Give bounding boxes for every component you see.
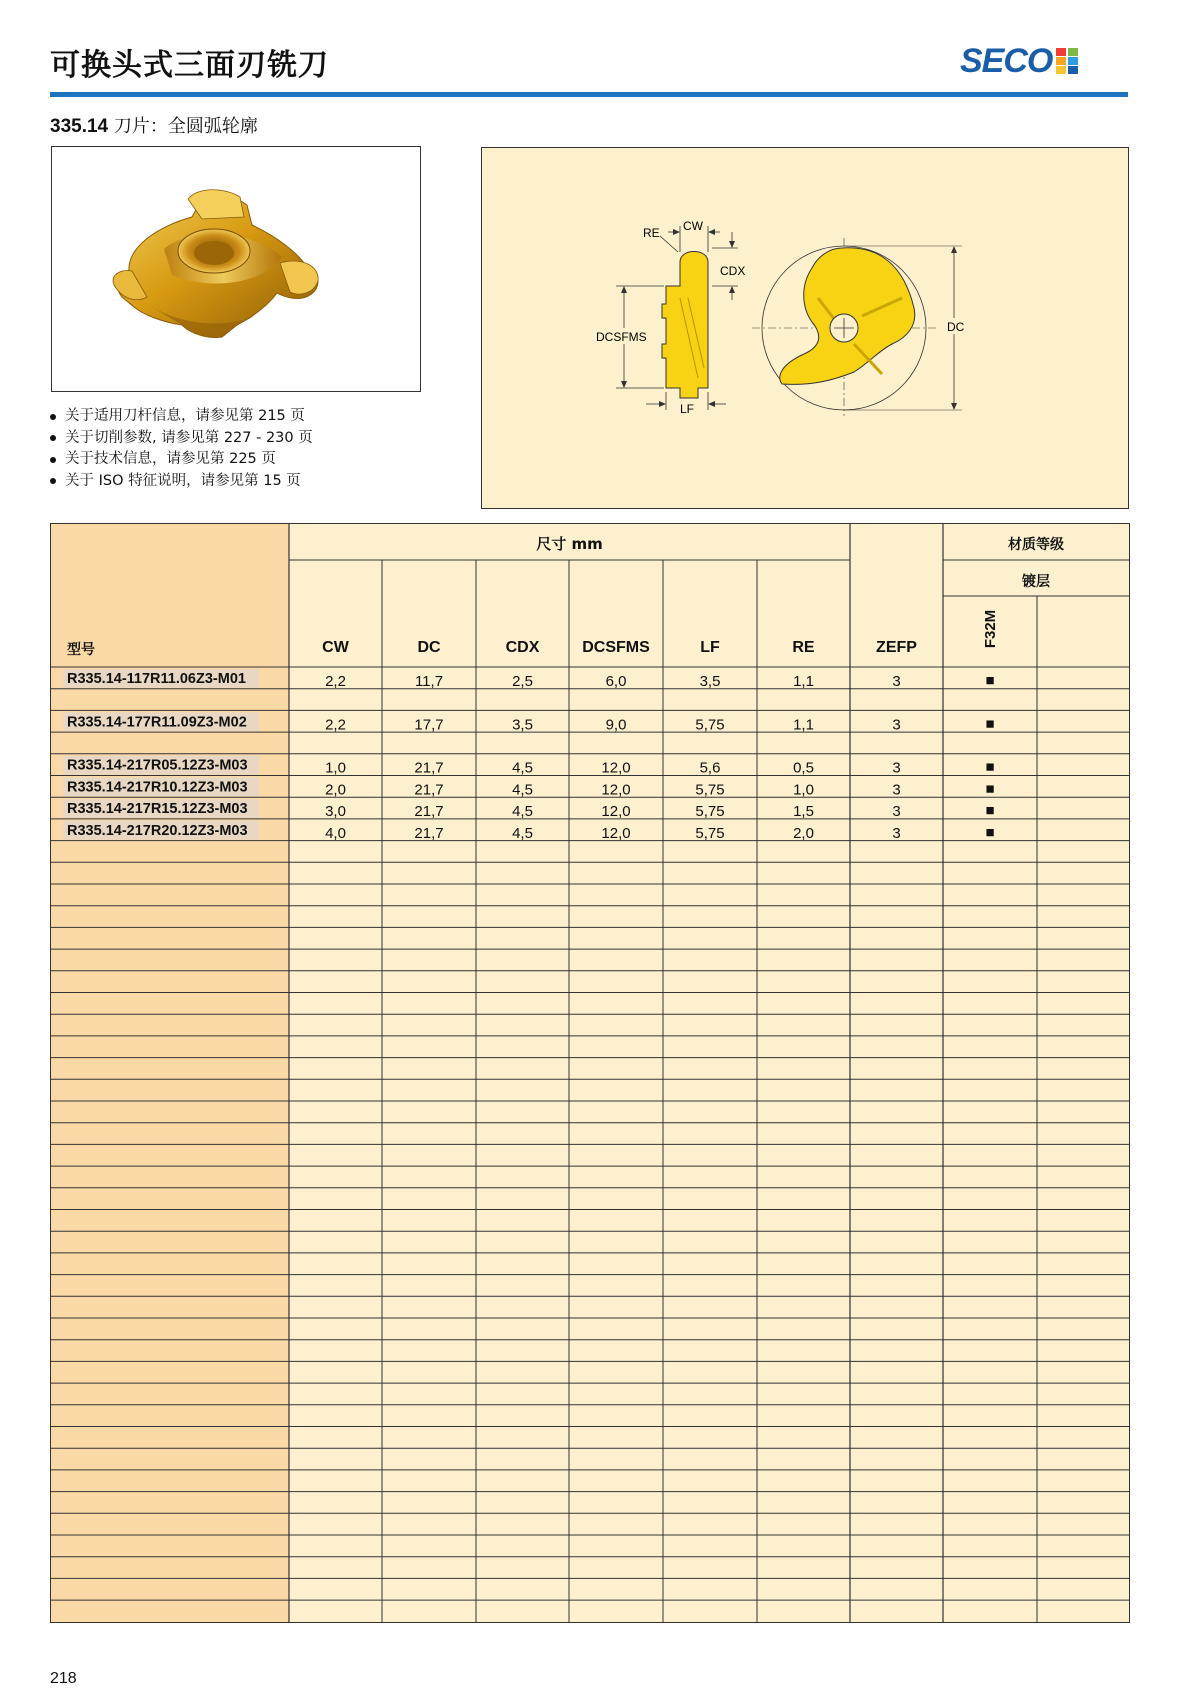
- logo-square: [1068, 57, 1078, 65]
- cell-value: 3,0: [325, 803, 346, 821]
- label-cdx: CDX: [720, 264, 746, 278]
- model-code: R335.14-177R11.09Z3-M02: [67, 714, 247, 731]
- availability-mark: ■: [985, 780, 995, 798]
- availability-mark: ■: [985, 715, 995, 733]
- logo-square: [1056, 66, 1066, 74]
- cell-value: 6,0: [605, 672, 627, 690]
- model-code: R335.14-117R11.06Z3-M01: [67, 670, 246, 687]
- cell-value: 21,7: [414, 824, 444, 842]
- page-number: 218: [50, 1670, 77, 1687]
- availability-mark: ■: [985, 671, 995, 689]
- insert-dimension-drawing: [482, 148, 1128, 508]
- cell-value: 5,6: [699, 759, 721, 777]
- logo-square: [1056, 57, 1066, 65]
- model-header: 型号: [67, 642, 95, 658]
- label-cw: CW: [683, 219, 703, 233]
- cell-value: 12,0: [601, 759, 631, 777]
- logo-mark-icon: [1056, 48, 1078, 74]
- bullet-icon: [50, 457, 56, 463]
- bullet-icon: [50, 478, 56, 484]
- cell-value: 1,5: [793, 803, 814, 821]
- coating-header: 镀层: [1022, 574, 1050, 590]
- note-item: [48, 449, 313, 471]
- cell-value: 1,1: [793, 716, 814, 734]
- cell-value: 5,75: [695, 716, 725, 734]
- page-title: 可换头式三面刃铣刀: [50, 48, 329, 83]
- note-text: 关于 ISO 特征说明，请参见第 15 页: [65, 472, 301, 489]
- bullet-icon: [50, 414, 56, 420]
- logo-square: [1068, 48, 1078, 56]
- cell-value: 21,7: [414, 803, 444, 821]
- cell-value: 2,0: [325, 781, 346, 799]
- bullet-icon: [50, 435, 56, 441]
- availability-mark: ■: [985, 758, 995, 776]
- cell-value: 4,5: [512, 759, 533, 777]
- cell-value: 4,5: [512, 781, 533, 799]
- cell-value: 5,75: [695, 803, 725, 821]
- cell-value: 3: [892, 824, 901, 842]
- cell-value: 3: [892, 716, 901, 734]
- cell-value: 12,0: [601, 824, 631, 842]
- insert-photo-frame: [51, 146, 421, 392]
- model-code: R335.14-217R15.12Z3-M03: [67, 801, 248, 818]
- logo-square: [1068, 66, 1078, 74]
- cell-value: 0,5: [793, 759, 814, 777]
- cell-value: 21,7: [414, 759, 444, 777]
- cell-value: 12,0: [601, 803, 631, 821]
- table-grid: [51, 524, 1129, 1622]
- cell-value: 3,5: [699, 672, 721, 690]
- note-text: 关于切削参数, 请参见第 227 - 230 页: [65, 429, 313, 446]
- cell-value: 2,0: [793, 824, 814, 842]
- note-item: [48, 428, 313, 450]
- dims-header: 尺寸 mm: [536, 535, 603, 553]
- model-code: R335.14-217R20.12Z3-M03: [67, 822, 248, 839]
- label-dc: DC: [947, 320, 965, 334]
- cell-value: 4,5: [512, 824, 533, 842]
- insert-spec-table: [50, 523, 1130, 1623]
- model-code: R335.14-217R10.12Z3-M03: [67, 779, 248, 796]
- cell-value: 4,5: [512, 803, 533, 821]
- logo-square: [1056, 48, 1066, 56]
- cell-value: 11,7: [414, 672, 444, 690]
- label-dcsfms: DCSFMS: [596, 330, 647, 344]
- seco-logo: [960, 41, 1078, 80]
- title-rule: [50, 92, 1128, 97]
- column-header-re: RE: [792, 639, 815, 656]
- column-header-cw: CW: [322, 639, 349, 656]
- cell-value: 3: [892, 803, 901, 821]
- note-text: 关于技术信息，请参见第 225 页: [65, 451, 276, 467]
- cell-value: 1,0: [793, 781, 814, 799]
- reference-notes: [48, 406, 313, 492]
- column-header-dcsfms: DCSFMS: [582, 639, 650, 656]
- cell-value: 2,5: [512, 672, 533, 690]
- cell-value: 21,7: [414, 781, 444, 799]
- insert-photo-image: [52, 147, 420, 391]
- availability-mark: ■: [985, 802, 995, 820]
- section-subtitle: [50, 112, 258, 138]
- subtitle-code: 335.14: [50, 116, 109, 137]
- subtitle-text: 刀片：全圆弧轮廓: [108, 116, 258, 137]
- grade-column-header: F32M: [982, 609, 999, 649]
- cell-value: 1,0: [325, 759, 346, 777]
- column-header-cdx: CDX: [505, 639, 540, 656]
- cell-value: 2,2: [325, 672, 346, 690]
- note-text: 关于适用刀杆信息，请参见第 215 页: [65, 408, 305, 424]
- cell-value: 3: [892, 759, 901, 777]
- note-item: [48, 471, 313, 493]
- cell-value: 5,75: [695, 824, 725, 842]
- cell-value: 12,0: [601, 781, 631, 799]
- column-header-lf: LF: [700, 639, 720, 656]
- cell-value: 3,5: [512, 716, 533, 734]
- cell-value: 17,7: [414, 716, 444, 734]
- cell-value: 3: [892, 781, 901, 799]
- logo-text: SECO: [960, 41, 1053, 80]
- label-re: RE: [643, 226, 660, 240]
- cell-value: 1,1: [793, 672, 814, 690]
- label-lf: LF: [680, 402, 695, 416]
- cell-value: 4,0: [325, 824, 346, 842]
- cell-value: 2,2: [325, 716, 346, 734]
- cell-value: 5,75: [695, 781, 725, 799]
- cell-value: 9,0: [605, 716, 627, 734]
- column-header-dc: DC: [417, 639, 441, 656]
- model-code: R335.14-217R05.12Z3-M03: [67, 757, 248, 774]
- availability-mark: ■: [985, 823, 995, 841]
- note-item: [48, 406, 313, 428]
- cell-value: 3: [892, 672, 901, 690]
- technical-drawing-panel: [481, 147, 1129, 509]
- grade-header: 材质等级: [1008, 537, 1064, 553]
- column-header-zefp: ZEFP: [876, 639, 917, 656]
